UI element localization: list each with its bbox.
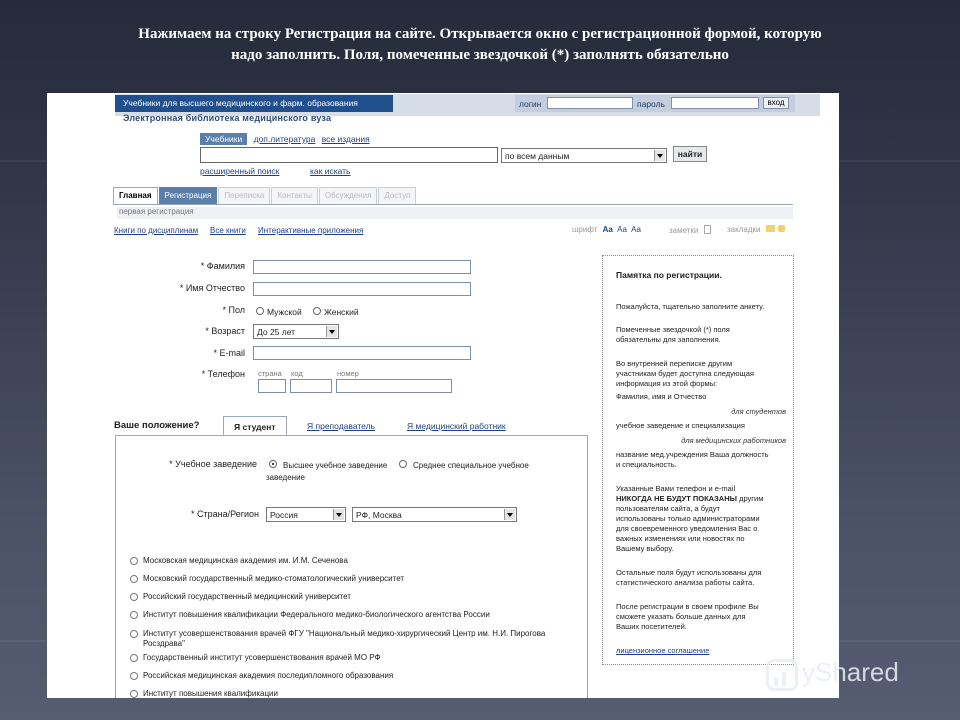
nav-tab-registration[interactable]: Регистрация	[159, 187, 218, 204]
name-label: * Имя Отчество	[179, 283, 245, 293]
country-select[interactable]	[266, 507, 346, 522]
surname-label: * Фамилия	[200, 261, 245, 271]
university-name: Институт повышения квалификации	[143, 689, 278, 698]
chevron-down-icon	[326, 326, 337, 337]
gender-male-radio[interactable]	[256, 307, 264, 315]
myshared-logo-icon	[766, 659, 798, 691]
position-tab-student[interactable]: Я студент	[223, 416, 287, 436]
search-tab-textbooks[interactable]: Учебники	[200, 133, 247, 145]
nav-tab-main[interactable]: Главная	[113, 187, 158, 204]
main-nav	[113, 187, 793, 205]
age-select[interactable]	[253, 324, 339, 339]
registration-memo	[602, 255, 794, 665]
memo-text: название мед.учреждения Ваша должность	[616, 450, 769, 459]
position-title: Ваше положение?	[114, 420, 200, 431]
memo-text	[616, 494, 786, 505]
university-option[interactable]	[132, 629, 545, 638]
university-option[interactable]	[132, 653, 381, 662]
university-radio[interactable]	[130, 557, 138, 565]
gender-female-label: Женский	[324, 307, 359, 317]
chevron-down-icon	[333, 509, 344, 520]
password-input[interactable]	[671, 97, 759, 109]
phone-number-input[interactable]	[336, 379, 452, 393]
website-screenshot	[47, 93, 839, 698]
age-value: До 25 лет	[257, 327, 296, 337]
font-label: шрифт	[572, 225, 598, 234]
university-name: Институт повышения квалификации Федерального медико-биологического агентства России	[143, 610, 490, 619]
chevron-down-icon	[654, 150, 665, 161]
nav-tab-discussions[interactable]: Обсуждения	[319, 187, 378, 204]
name-input[interactable]	[253, 282, 471, 296]
search-input[interactable]	[200, 147, 498, 163]
memo-text: После регистрации в своем профиле Вы	[616, 602, 759, 611]
memo-text: Фамилия, имя и Отчество	[616, 392, 707, 401]
how-to-search-link[interactable]: как искать	[310, 166, 351, 176]
font-decrease-icon[interactable]: Aa	[631, 225, 641, 234]
email-label: * E-mail	[213, 348, 245, 358]
university-radio[interactable]	[130, 593, 138, 601]
memo-text: для медицинских работников	[681, 436, 786, 445]
position-tab-teacher[interactable]: Я преподаватель	[307, 421, 375, 431]
institution-higher-radio[interactable]	[269, 460, 277, 468]
university-radio[interactable]	[130, 630, 138, 638]
memo-text: информация из этой формы:	[616, 379, 718, 388]
memo-text: пользователям сайта, а будут	[616, 504, 720, 513]
surname-input[interactable]	[253, 260, 471, 274]
university-option-wrap	[132, 639, 185, 648]
phone-country-input[interactable]	[258, 379, 286, 393]
slide-heading-line: Нажимаем на строку Регистрация на сайте. Открывается окно с регистрационной формой, которую	[138, 26, 822, 42]
country-value: Россия	[270, 510, 298, 520]
memo-text: учебное заведение и специализация	[616, 421, 745, 430]
university-name: Московский государственный медико-стоматологический университет	[143, 574, 405, 583]
university-name: Институт усовершенствования врачей ФГУ "Национальный медико-хирургический Центр им. Н.И. Пирогова	[143, 629, 546, 638]
gender-female-radio[interactable]	[313, 307, 321, 315]
site-subtitle: Электронная библиотека медицинского вуза	[123, 113, 332, 123]
chevron-down-icon	[504, 509, 515, 520]
institution-secondary-label-wrap: заведение	[266, 473, 306, 482]
gender-label: * Пол	[222, 305, 245, 315]
login-label: логин	[519, 99, 542, 109]
search-tab-all[interactable]: все издания	[321, 134, 370, 144]
university-option[interactable]	[132, 689, 278, 698]
memo-text: Остальные поля будут использованы для	[616, 568, 762, 577]
memo-text: Вашему выбору.	[616, 544, 674, 553]
memo-text: для своевременного уведомления Вас о	[616, 524, 758, 533]
notes-tool[interactable]	[669, 225, 711, 235]
memo-text: сможете указать больше данных для	[616, 612, 746, 621]
memo-text: обязательны для заполнения.	[616, 335, 721, 344]
phone-code-hint: код	[291, 369, 303, 378]
watermark-text: yShared	[802, 657, 899, 687]
institution-label: * Учебное заведение	[169, 459, 257, 469]
toolbar-link-interactive[interactable]: Интерактивные приложения	[258, 226, 364, 235]
phone-label: * Телефон	[201, 369, 245, 379]
phone-number-hint: номер	[337, 369, 359, 378]
slide-heading-line: надо заполнить. Поля, помеченные звездочкой (*) заполнять обязательно	[231, 47, 729, 63]
university-option[interactable]	[132, 574, 404, 583]
university-name: Государственный институт усовершенствования врачей МО РФ	[143, 653, 381, 662]
search-scope-select[interactable]	[501, 148, 667, 163]
institution-secondary-label: Среднее специальное учебное	[413, 461, 529, 470]
slide-heading	[20, 24, 940, 66]
memo-text: участникам будет доступна следующая	[616, 369, 754, 378]
notes-label: заметки	[669, 226, 699, 235]
search-tab-extra[interactable]: доп.литература	[253, 134, 316, 144]
memo-text: важных изменениях или новостях по	[616, 534, 745, 543]
university-name: Российский государственный медицинский университет	[143, 592, 351, 601]
email-input[interactable]	[253, 346, 471, 360]
region-value: РФ, Москва	[356, 510, 402, 520]
university-radio[interactable]	[130, 654, 138, 662]
institution-secondary-radio[interactable]	[399, 460, 407, 468]
university-radio[interactable]	[130, 690, 138, 698]
site-top-tab[interactable]: Учебники для высшего медицинского и фарм. образования	[115, 95, 393, 112]
university-name: Российская медицинская академия последипломного образования	[143, 671, 394, 680]
breadcrumb: первая регистрация	[117, 207, 793, 219]
country-label: * Страна/Регион	[190, 509, 259, 519]
memo-text: Пожалуйста, тщательно заполните анкету.	[616, 302, 765, 311]
font-reset-icon[interactable]: Aa	[617, 225, 627, 234]
search-tabs	[200, 133, 374, 145]
find-button[interactable]: найти	[673, 146, 707, 162]
memo-text: Указанные Вами телефон и e-mail	[616, 484, 736, 493]
memo-text: другим	[739, 494, 764, 503]
region-select[interactable]	[352, 507, 517, 522]
university-name: Московская медицинская академия им. И.М. Сеченова	[143, 556, 348, 565]
login-button[interactable]: вход	[763, 97, 789, 109]
nav-tab-access[interactable]: Доступ	[378, 187, 416, 204]
university-radio[interactable]	[130, 672, 138, 680]
bookmark-add-icon	[778, 225, 785, 232]
institution-higher-label: Высшее учебное заведение	[283, 461, 388, 470]
memo-text: использованы только администраторами	[616, 514, 760, 523]
memo-warning: НИКОГДА НЕ БУДУТ ПОКАЗАНЫ	[616, 494, 737, 503]
nav-tab-contacts[interactable]: Контакты	[271, 187, 318, 204]
bookmark-icon	[766, 225, 775, 232]
memo-text: для студентов	[731, 407, 786, 416]
university-name: Росздрава"	[143, 639, 185, 648]
password-label: пароль	[637, 99, 665, 109]
memo-text: Ваших посетителей.	[616, 622, 687, 631]
university-option[interactable]	[132, 671, 393, 680]
nav-tab-messages[interactable]: Переписка	[218, 187, 270, 204]
memo-text: статистического анализа работы сайта.	[616, 578, 755, 587]
university-option[interactable]	[132, 610, 490, 619]
font-size-tools	[572, 225, 641, 234]
search-scope-value: по всем данным	[505, 151, 570, 161]
memo-text: и специальность.	[616, 460, 677, 469]
phone-code-input[interactable]	[290, 379, 332, 393]
position-tab-medic[interactable]: Я медицинский работник	[407, 421, 506, 431]
memo-text: Помеченные звездочкой (*) поля	[616, 325, 730, 334]
age-label: * Возраст	[205, 326, 245, 336]
university-option[interactable]	[132, 556, 348, 565]
memo-title: Памятка по регистрации.	[616, 270, 722, 280]
university-option[interactable]	[132, 592, 351, 601]
bookmarks-label: закладки	[727, 225, 761, 234]
toolbar-link-disciplines[interactable]: Книги по дисциплинам	[114, 226, 199, 235]
font-increase-icon[interactable]: Aa	[602, 225, 613, 234]
advanced-search-link[interactable]: расширенный поиск	[200, 166, 280, 176]
gender-male-label: Мужской	[267, 307, 302, 317]
login-input[interactable]	[547, 97, 633, 109]
license-link[interactable]: лицензионное соглашение	[616, 646, 710, 655]
memo-text: Во внутренней переписке другим	[616, 359, 733, 368]
university-radio[interactable]	[130, 575, 138, 583]
phone-country-hint: страна	[258, 369, 282, 378]
toolbar-link-all-books[interactable]: Все книги	[210, 226, 246, 235]
note-icon	[704, 225, 711, 234]
bookmarks-tool[interactable]	[727, 225, 785, 234]
login-area	[515, 95, 795, 112]
university-radio[interactable]	[130, 611, 138, 619]
